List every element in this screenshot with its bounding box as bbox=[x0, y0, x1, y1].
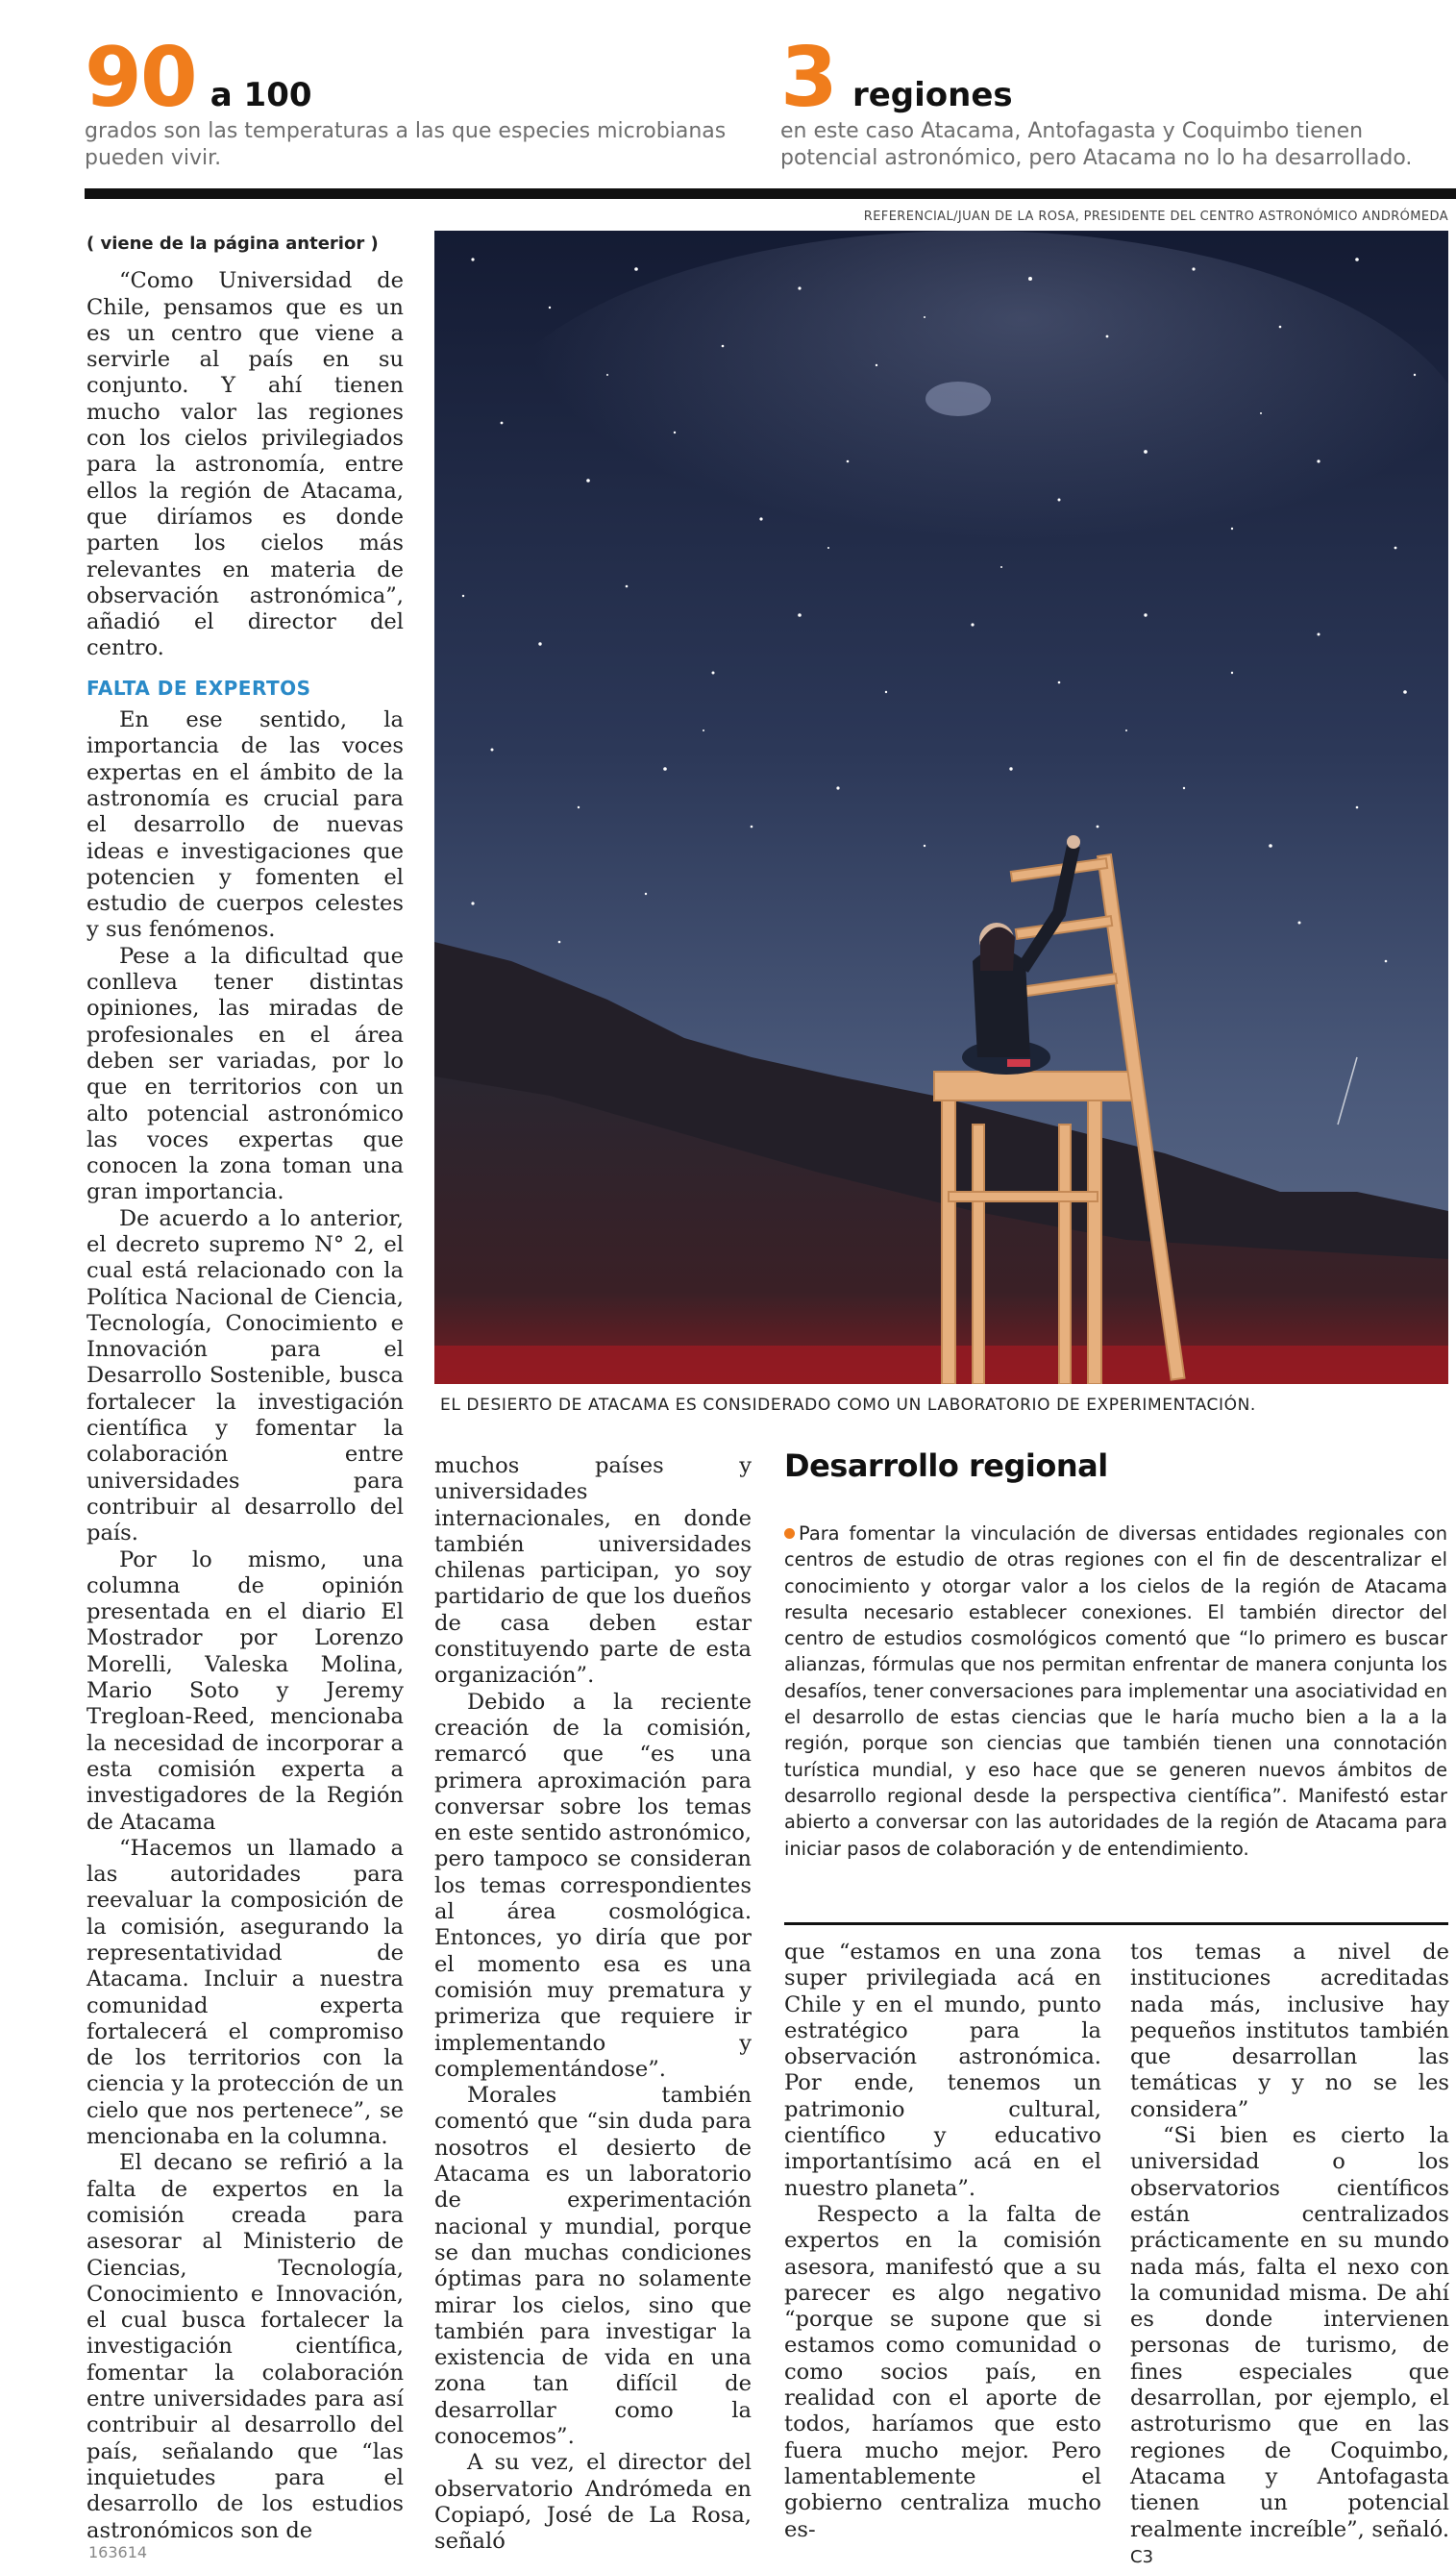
stat-description: en este caso Atacama, Antofagasta y Coquimbo tienen potencial astronómico, pero Atacama no lo ha desarrollado. bbox=[780, 119, 1413, 170]
paragraph: Morales también comentó que “sin duda para nosotros el desierto de Atacama es un laboratorio de experimentación nacional y mundial, porque se dan muchas condiciones óptimas para no solamente mirar los cielos, sino que también para investigar la existencia de vida en una zona tan difícil de desarrollar como la conocemos”. bbox=[434, 2083, 752, 2449]
stat-block-temperature bbox=[85, 30, 757, 126]
photo-credit: REFERENCIAL/JUAN DE LA ROSA, PRESIDENTE DEL CENTRO ASTRONÓMICO ANDRÓMEDA bbox=[863, 210, 1448, 224]
paragraph: “Hacemos un llamado a las autoridades para reevaluar la composición de la comisión, asegurando la representatividad de Atacama. Incluir a nuestra comunidad experta fortalecerá el compromiso de los territorios con la ciencia y la protección de un cielo que nos pertenece”, se mencionaba en la columna. bbox=[86, 1835, 404, 2150]
desert-night-photo bbox=[434, 231, 1448, 1384]
paragraph: El decano se refirió a la falta de expertos en la comisión creada para asesorar al Ministerio de Ciencias, Tecnología, Conocimiento e Innovación, el cual busca fortalecer la investigación científica, fomentar la colaboración entre universidades para así contribuir al desarrollo del país, señalando que “las inquietudes para el desarrollo de los estudios astronómicos son de bbox=[86, 2150, 404, 2543]
section-subhead: FALTA DE EXPERTOS bbox=[86, 676, 311, 700]
stat-number: 3 bbox=[780, 30, 836, 126]
paragraph: Respecto a la falta de expertos en la comisión asesora, manifestó que a su parecer es algo negativo “porque se supone que si estamos como comunidad o como socios país, en realidad con el aporte de todos, haríamos que esto fuera mucho mejor. Pero lamentablemente el gobierno centraliza mucho es- bbox=[784, 2201, 1101, 2542]
paragraph: A su vez, el director del observatorio Andrómeda en Copiapó, José de La Rosa, señaló bbox=[434, 2450, 752, 2555]
bullet-dot-icon bbox=[784, 1528, 795, 1539]
end-mark: C3 bbox=[1130, 2546, 1154, 2567]
stat-suffix: a 100 bbox=[210, 76, 312, 114]
box-bottom-rule bbox=[784, 1922, 1448, 1925]
sidebar-box-text: Para fomentar la vinculación de diversas entidades regionales con centros de estudio de otras regiones con el fin de descentralizar el conocimiento y otorgar valor a los cielos de la región de Atacama resulta necesario establecer conexiones. El también director del centro de estudios cosmológicos comentó que “lo primero es buscar alianzas, fórmulas que nos permitan enfrentar de manera conjunta los desafíos, tener conversaciones para implementar una asociatividad en el desarrollo de estas ciencias que le haría mucho bien a la a la región, porque son ciencias que también tienen una connotación turística mundial, y eso hace que se generen nuevos ámbitos de desarrollo regional desde la perspectiva científica”. Manifestó estar abierto a conversar con las autoridades de la región de Atacama para iniciar pasos de colaboración y de entendimiento. bbox=[784, 1522, 1447, 1860]
paragraph-text: “Si bien es cierto la universidad o los observatorios científicos están centralizados prácticamente en su mundo nada más, falta el nexo con la comunidad misma. De ahí es donde intervienen personas de turismo, de fines especiales que desarrollan, por ejemplo, el astroturismo que en las regiones de Coquimbo, Atacama y Antofagasta tienen un potencial realmente increíble”, señaló. bbox=[1130, 2123, 1449, 2542]
continuation-note: ( viene de la página anterior ) bbox=[86, 234, 379, 254]
sidebar-box-title: Desarrollo regional bbox=[784, 1447, 1108, 1484]
paragraph: muchos países y universidades internacionales, en donde también universidades chilenas participan, yo soy partidario de que los dueños de casa deben estar constituyendo parte de esta organización”. bbox=[434, 1453, 752, 1689]
stat-description: grados son las temperaturas a las que especies microbianas pueden vivir. bbox=[85, 119, 727, 170]
paragraph: tos temas a nivel de instituciones acreditadas nada más, inclusive hay pequeños institutos también que desarrollan las temáticas y y no se les considera” bbox=[1130, 1940, 1449, 2122]
paragraph bbox=[1130, 2123, 1449, 2570]
article-column-4 bbox=[1130, 1940, 1449, 2570]
top-divider-rule bbox=[85, 188, 1456, 199]
article-column-1 bbox=[86, 231, 404, 2544]
paragraph: Pese a la dificultad que conlleva tener distintas opiniones, las miradas de profesionales en el área deben ser variadas, por lo que en territorios con un alto potencial astronómico las voces expertas que conocen la zona toman una gran importancia. bbox=[86, 943, 404, 1205]
stat-block-regions bbox=[780, 30, 1453, 126]
photo-caption: EL DESIERTO DE ATACAMA ES CONSIDERADO COMO UN LABORATORIO DE EXPERIMENTACIÓN. bbox=[440, 1396, 1256, 1415]
sidebar-box-body bbox=[784, 1521, 1447, 1862]
paragraph: que “estamos en una zona super privilegiada acá en Chile y en el mundo, punto estratégico para la observación astronómica. Por ende, tenemos un patrimonio cultural, científico y educativo importantísimo acá en el nuestro planeta”. bbox=[784, 1940, 1101, 2201]
article-column-3 bbox=[784, 1940, 1101, 2543]
paragraph: En ese sentido, la importancia de las voces expertas en el ámbito de la astronomía es crucial para el desarrollo de nuevas ideas e investigaciones que potencien y fomenten el estudio de cuerpos celestes y sus fenómenos. bbox=[86, 707, 404, 943]
paragraph: “Como Universidad de Chile, pensamos que es un es un centro que viene a servirle al país en su conjunto. Y ahí tienen mucho valor las regiones con los cielos privilegiados para la astronomía, entre ellos la región de Atacama, que diríamos es donde parten los cielos más relevantes en materia de observación astronómica”, añadió el director del centro. bbox=[86, 268, 404, 661]
paragraph: Debido a la reciente creación de la comisión, remarcó que “es una primera aproximación para conversar sobre los temas en este sentido astronómico, pero tampoco se consideran los temas correspondientes al área cosmológica. Entonces, yo diría que por el momento esa es una comisión muy prematura y primeriza que requiere ir implementando y complementándose”. bbox=[434, 1689, 752, 2082]
article-column-2 bbox=[434, 1453, 752, 2555]
page-code: 163614 bbox=[88, 2543, 148, 2561]
stat-suffix: regiones bbox=[851, 76, 1013, 114]
photo-illustration bbox=[434, 231, 1448, 1384]
paragraph: De acuerdo a lo anterior, el decreto supremo N° 2, el cual está relacionado con la Política Nacional de Ciencia, Tecnología, Conocimiento e Innovación para el Desarrollo Sostenible, busca fortalecer la investigación científica y fomentar la colaboración entre universidades para contribuir al desarrollo del país. bbox=[86, 1205, 404, 1546]
paragraph: Por lo mismo, una columna de opinión presentada en el diario El Mostrador por Lorenzo Morelli, Valeska Molina, Mario Soto y Jeremy Tregloan-Reed, mencionaba la necesidad de incorporar a esta comisión experta a investigadores de la Región de Atacama bbox=[86, 1546, 404, 1835]
stat-number: 90 bbox=[85, 30, 196, 126]
